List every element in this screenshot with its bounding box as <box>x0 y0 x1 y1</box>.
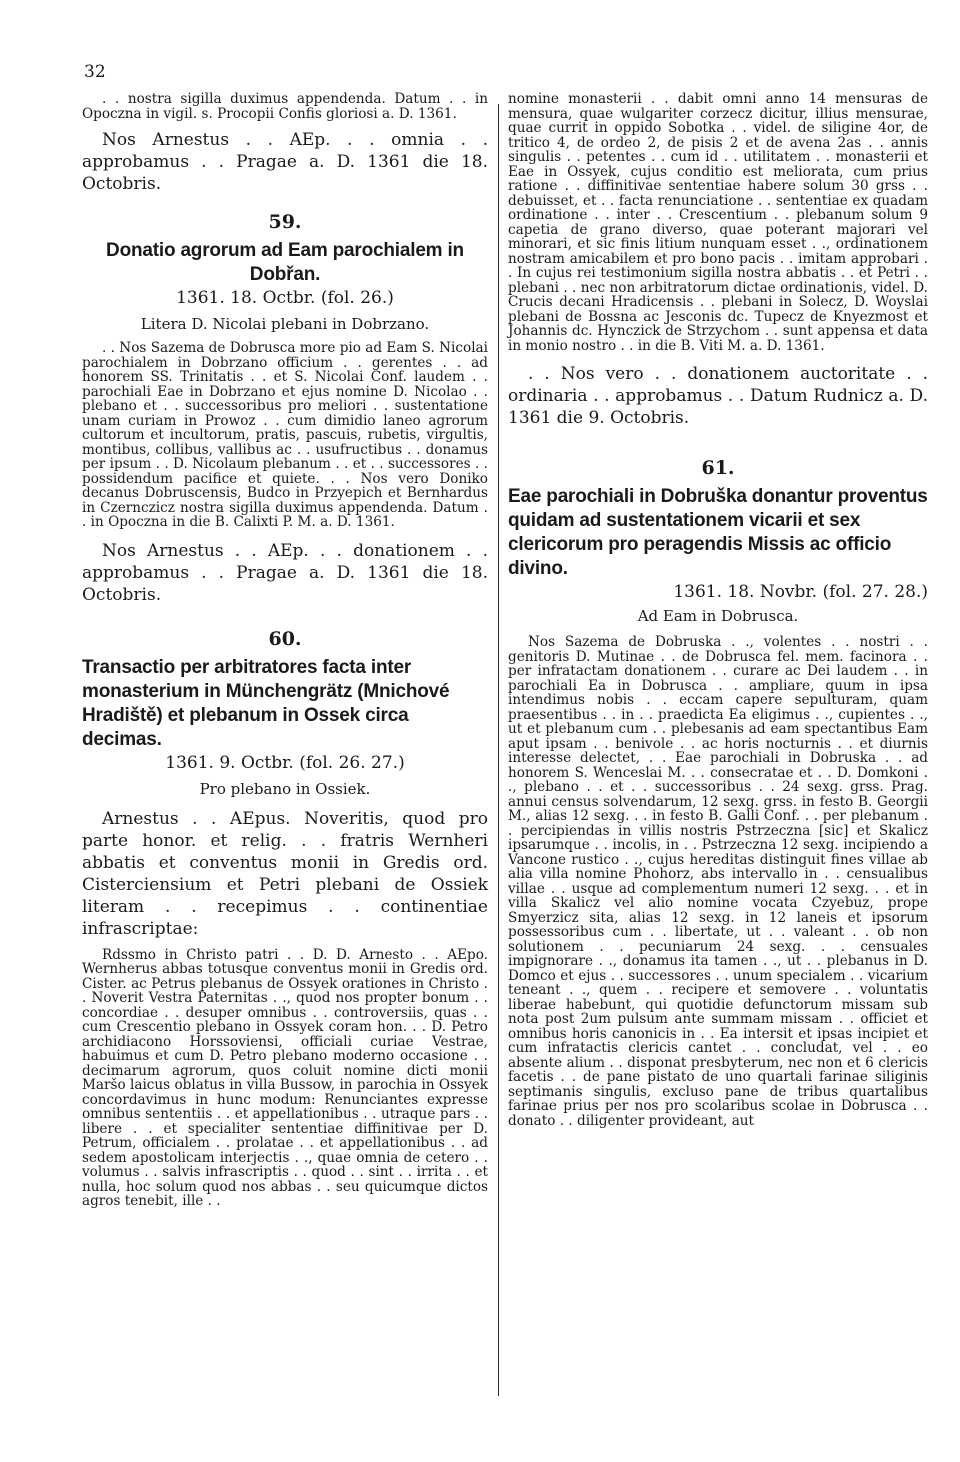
doc-60-date: 1361. 9. Octbr. (fol. 26. 27.) <box>165 752 405 773</box>
doc-59-body: . . Nos Sazema de Dobrusca more pio ad Eam S. Nicolai parochialem in Dobrzano officium . . gerentes . . ad honorem SS. Trinitatis . . et S. Nicolai Conf. laudem . . parochiali Eae in Dobrzano et ejus nomine D. Nicolao . . plebano et . . successoribus pro meliori . . sustentatione unam curiam in Prowoz . . cum dimidio laneo agrorum cultorum et incultorum, pratis, pascuis, rubetis, virgultis, montibus, collibus, vallibus ac . . usufructibus . . donamus per ipsum . . D. Nicolaum plebanum . . et . . successores . . possidendum pacifice et quiete. . . Nos vero Doniko decanus Dobruscensis, Budco in Przyepich et Bernhardus in Czernczicz nostra sigilla duximus appendenda. Datum . . in Opoczna in die B. Calixti P. M. a. D. 1361. <box>82 340 488 530</box>
doc-59-number: 59. <box>268 211 302 233</box>
right-column <box>508 92 928 1128</box>
doc-60-body: Rdssmo in Christo patri . . D. D. Arnesto . . AEpo. Wernherus abbas totusque conventus monii in Gredis ord. Cister. ac Petrus plebanus de Ossyek orationes in Christo . . Noverit Vestra Paternitas . ., quod nos propter bonum . . concordiae . . desuper omnibus . . controversiis, quas . . cum Crescentio plebano in Ossyek coram hon. . . D. Petro archidiacono Horssoviensi, officiali curiae Vestrae, habuimus et cum D. Petro plebano moderno occasione . . decimarum agrorum, quos coluit nomine dicti monii Maršo laicus oblatus in villa Bussow, in parochia in Ossyek concordavimus in hunc modum: Renunciantes expresse omnibus sententiis . . et appellationibus . . utraque pars . . libere . . et specialiter sententiae diffinitivae per D. Petrum, officialem . . prolatae . . et appellationibus . . ad sedem apostolicam interjectis . ., quae omnia de cetero . . volumus . . salvis infrascriptis . . quod . . sint . . irrita . . et nulla, hoc solum quod nos abbas . . seu quicumque dictos agros tenebit, ille . . <box>82 946 488 1209</box>
approval-text-58: Nos Arnestus . . AEp. . . omnia . . approbamus . . Pragae a. D. 1361 die 18. Octobris. <box>82 130 488 194</box>
doc-59-date: 1361. 18. Octbr. (fol. 26.) <box>176 288 394 308</box>
doc-60-title: Transactio per arbitratores facta inter monasterium in Münchengrätz (Mnichové Hradiště) et plebanum in Ossek circa decimas. <box>82 656 450 750</box>
left-column <box>82 92 488 1209</box>
doc-61-date: 1361. 18. Novbr. (fol. 27. 28.) <box>673 582 928 602</box>
doc-61-number: 61. <box>701 457 735 479</box>
doc-61-source: Ad Eam in Dobrusca. <box>637 607 799 625</box>
doc-59-title: Donatio agrorum ad Eam parochialem in Dobřan. <box>106 240 464 285</box>
column-divider <box>498 104 499 1396</box>
page-number: 32 <box>84 62 106 82</box>
doc-60-number: 60. <box>268 627 302 650</box>
doc-60-source: Pro plebano in Ossiek. <box>199 779 371 798</box>
intro-text: . . nostra sigilla duximus appendenda. Datum . . in Opoczna in vigil. s. Procopii Confis gloriosi a. D. 1361. <box>82 91 488 122</box>
doc-60-lead: Arnestus . . AEpus. Noveritis, quod pro parte honor. et relig. . . fratris Wernheri abbatis et conventus monii in Gredis ord. Cisterciensium et Petri plebani de Ossiek literam . . recepimus . . continentiae infrascriptae: <box>82 808 488 939</box>
doc-59-approval: Nos Arnestus . . AEp. . . donationem . . approbamus . . Pragae a. D. 1361 die 18. Octobris. <box>82 540 488 605</box>
doc-61-title: Eae parochiali in Dobruška donantur proventus quidam ad sustentationem vicarii et sex clericorum pro peragendis Missis ac officio divino. <box>508 486 928 579</box>
doc-59-source: Litera D. Nicolai plebani in Dobrzano. <box>140 315 430 333</box>
doc-61-body: Nos Sazema de Dobruska . ., volentes . . nostri . . genitoris D. Mutinae . . de Dobrusca fel. mem. facinora . . per infratactam donationem . . curare ac Dei laudem . . in parochiali Ea in Dobrusca . . ampliare, quum in ipsa intendimus nobis . . eccam capere sepulturam, quam praesentibus . . in . . praedicta Ea eligimus . ., cupientes . ., ut et plebanum cum . . plebesanis ad eam spectantibus Eam aput ipsam . . benivole . . ac horis nocturnis . . et diurnis interesse delectet, . . Eae parochiali in Dobruska . . ad honorem S. Wenceslai M. . . consecratae et . . D. Domkoni . ., plebano . . et . . successoribus . . 24 sexg. grss. Prag. annui census solvendarum, 12 sexg. grss. in festo B. Georgii M., alias 12 sexg. . . in festo B. Galli Conf. . . per plebanum . . percipiendas in villis nostris Pstrzeczna [sic] et Skalicz ipsarumque . . incolis, in . . Pstrzeczna 12 sexg. incipiendo a Vancone rustico . ., cujus hereditas distinguit fines villae ab alia villa nomine Phohorz, abs intervallo in . . censualibus villae . . usque ad complementum numeri 12 sexg. . . et in villa Skalicz vel alio nomine vocata Czyebuz, prope Smyerzicz sita, alias 12 sexg. in 12 laneis et ipsorum possessoribus cum . . libertate, ut . . valeant . . ob non solutionem . . pecuniarum 24 sexg. . . censuales impignorare . ., donamus ita tamen . ., ut . . plebanus in D. Domco et ejus . . successores . . unum specialem . . vicarium teneant . ., quem . . recipere et semovere . . voluntatis liberae habebunt, qui quotidie defunctorum missam sub nota post 2um pulsum ante summam missam . . officiet et omnibus horis canonicis in . . Ea intersit et ipsas incipiet et cum infratactis clericis cantet . . concludat, vel . . eo absente alium . . disponat presbyterum, nec non et 6 clericis facetis . . de pane pistato de uno quartali farinae siliginis septimanis singulis, excluso pane de tribus quartalibus farinae prius per nos pro scolaribus scolae in Dobrusca . . donato . . diligenter provideant, aut <box>508 634 928 1129</box>
doc-60-continuation: nomine monasterii . . dabit omni anno 14 mensuras de mensura, quae wulgariter corzecz dicitur, illius mensurae, quae currit in oppido Sobotka . . videl. de siligine 4or, de tritico 4, de ordeo 2, de pisis 2 et de avena 2as . . annis singulis . . petentes . . cum id . . utilitatem . . monasterii et Eae in Ossyek, cujus conditio est meliorata, cum prius ratione . . diffinitivae sententiae habere solum 30 grss . . debuisset, et . . facta renunciatione . . sententiae ex quadam ordinatione . . inter . . Crescentium . . plebanum solum 9 capetia de grano diverso, quae poterant majorari vel minorari, et sic finis litium nunquam esset . ., ordinationem nostram amicabilem et pro bono pacis . . imitam approbari . . In cujus rei testimonium sigilla nostra abbatis . . et Petri . . plebani . . nec non arbitratorum dictae ordinationis, videl. D. Crucis decani Hradicensis . . plebani in Solecz, D. Woyslai plebani de Bossna ac Jesconis dc. Tupecz de Knyezmost et Johannis dc. Hynczick de Strzychom . . sunt appensa et data in monio nostro . . in die B. Viti M. a. D. 1361. <box>508 91 928 354</box>
doc-60-approval: . . Nos vero . . donationem auctoritate . . ordinaria . . approbamus . . Datum Rudnicz a. D. 1361 die 9. Octobris. <box>508 364 928 428</box>
